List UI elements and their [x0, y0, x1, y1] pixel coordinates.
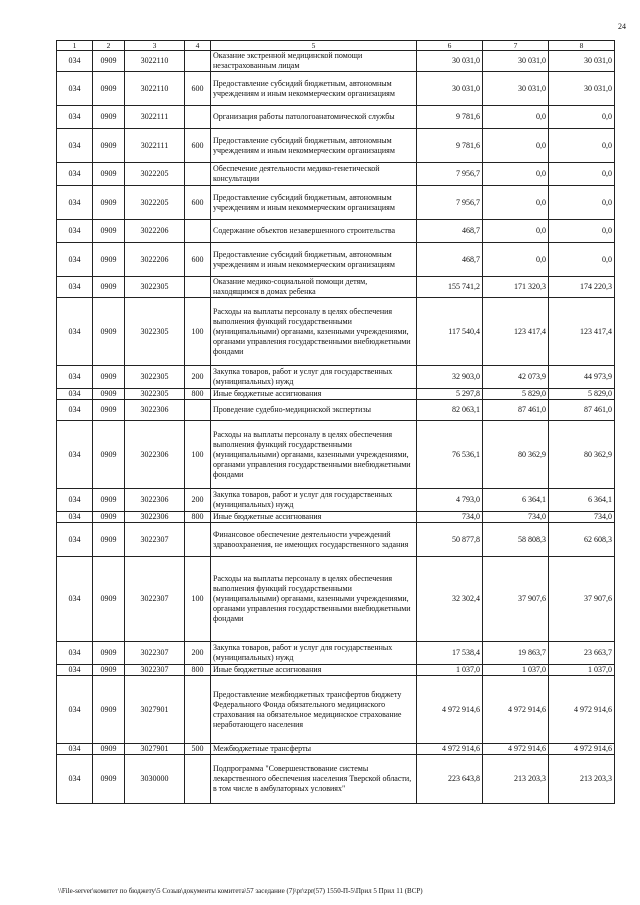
cell-c3: 3027901	[125, 744, 185, 755]
cell-c4	[185, 523, 211, 557]
cell-c4: 100	[185, 421, 211, 489]
cell-c8: 0,0	[549, 243, 615, 277]
cell-c6: 9 781,6	[417, 106, 483, 129]
header-cell: 7	[483, 41, 549, 51]
cell-c7: 5 829,0	[483, 389, 549, 400]
cell-c1: 034	[57, 512, 93, 523]
cell-c8: 213 203,3	[549, 755, 615, 804]
cell-c5: Закупка товаров, работ и услуг для государственных (муниципальных) нужд	[211, 489, 417, 512]
cell-c6: 76 536,1	[417, 421, 483, 489]
cell-c6: 5 297,8	[417, 389, 483, 400]
cell-c2: 0909	[93, 72, 125, 106]
cell-c2: 0909	[93, 744, 125, 755]
cell-c3: 3022306	[125, 512, 185, 523]
cell-c3: 3022306	[125, 421, 185, 489]
cell-c7: 58 808,3	[483, 523, 549, 557]
header-cell: 5	[211, 41, 417, 51]
cell-c1: 034	[57, 72, 93, 106]
cell-c7: 0,0	[483, 220, 549, 243]
header-cell: 2	[93, 41, 125, 51]
cell-c5: Иные бюджетные ассигнования	[211, 665, 417, 676]
cell-c6: 7 956,7	[417, 163, 483, 186]
cell-c4	[185, 106, 211, 129]
cell-c5: Расходы на выплаты персоналу в целях обеспечения выполнения функций государственными (муниципальными) органами, казенными учреждениями, органами управления государственными внебюджетными фондами	[211, 421, 417, 489]
cell-c8: 123 417,4	[549, 298, 615, 366]
cell-c7: 4 972 914,6	[483, 676, 549, 744]
cell-c5: Обеспечение деятельности медико-генетической консультации	[211, 163, 417, 186]
header-cell: 8	[549, 41, 615, 51]
cell-c1: 034	[57, 421, 93, 489]
cell-c3: 3022110	[125, 72, 185, 106]
cell-c6: 30 031,0	[417, 51, 483, 72]
cell-c4: 800	[185, 665, 211, 676]
table-row	[57, 163, 615, 186]
cell-c1: 034	[57, 106, 93, 129]
cell-c5: Содержание объектов незавершенного строительства	[211, 220, 417, 243]
cell-c1: 034	[57, 665, 93, 676]
cell-c3: 3022305	[125, 366, 185, 389]
table-row	[57, 642, 615, 665]
cell-c8: 30 031,0	[549, 51, 615, 72]
cell-c1: 034	[57, 744, 93, 755]
cell-c1: 034	[57, 298, 93, 366]
table-row	[57, 51, 615, 72]
cell-c1: 034	[57, 755, 93, 804]
cell-c8: 0,0	[549, 106, 615, 129]
cell-c2: 0909	[93, 755, 125, 804]
cell-c7: 0,0	[483, 106, 549, 129]
cell-c1: 034	[57, 642, 93, 665]
cell-c4	[185, 676, 211, 744]
cell-c8: 30 031,0	[549, 72, 615, 106]
cell-c8: 80 362,9	[549, 421, 615, 489]
cell-c6: 223 643,8	[417, 755, 483, 804]
table-row	[57, 489, 615, 512]
cell-c1: 034	[57, 277, 93, 298]
table-row	[57, 366, 615, 389]
cell-c4: 200	[185, 642, 211, 665]
header-cell: 6	[417, 41, 483, 51]
cell-c8: 0,0	[549, 163, 615, 186]
cell-c8: 87 461,0	[549, 400, 615, 421]
cell-c5: Предоставление межбюджетных трансфертов бюджету Федерального Фонда обязательного медицинского страхования на обязательное медицинское страхование неработающего населения	[211, 676, 417, 744]
cell-c4	[185, 51, 211, 72]
table-row	[57, 665, 615, 676]
cell-c6: 30 031,0	[417, 72, 483, 106]
cell-c2: 0909	[93, 277, 125, 298]
cell-c1: 034	[57, 51, 93, 72]
cell-c2: 0909	[93, 366, 125, 389]
cell-c4: 200	[185, 489, 211, 512]
cell-c7: 6 364,1	[483, 489, 549, 512]
cell-c6: 32 903,0	[417, 366, 483, 389]
cell-c7: 42 073,9	[483, 366, 549, 389]
cell-c6: 7 956,7	[417, 186, 483, 220]
cell-c3: 3022307	[125, 642, 185, 665]
page-number: 24	[618, 22, 626, 31]
table-row	[57, 389, 615, 400]
cell-c6: 468,7	[417, 220, 483, 243]
cell-c2: 0909	[93, 665, 125, 676]
cell-c5: Предоставление субсидий бюджетным, автономным учреждениям и иным некоммерческим организациям	[211, 129, 417, 163]
cell-c6: 4 972 914,6	[417, 676, 483, 744]
cell-c3: 3027901	[125, 676, 185, 744]
cell-c6: 50 877,8	[417, 523, 483, 557]
table-row	[57, 744, 615, 755]
cell-c7: 0,0	[483, 129, 549, 163]
cell-c5: Предоставление субсидий бюджетным, автономным учреждениям и иным некоммерческим организациям	[211, 243, 417, 277]
cell-c2: 0909	[93, 557, 125, 642]
cell-c7: 30 031,0	[483, 72, 549, 106]
cell-c1: 034	[57, 676, 93, 744]
cell-c2: 0909	[93, 421, 125, 489]
table-row	[57, 523, 615, 557]
cell-c6: 32 302,4	[417, 557, 483, 642]
cell-c7: 80 362,9	[483, 421, 549, 489]
cell-c1: 034	[57, 129, 93, 163]
cell-c8: 0,0	[549, 186, 615, 220]
cell-c5: Расходы на выплаты персоналу в целях обеспечения выполнения функций государственными (муниципальными) органами, казенными учреждениями, органами управления государственными внебюджетными фондами	[211, 557, 417, 642]
cell-c2: 0909	[93, 489, 125, 512]
cell-c2: 0909	[93, 220, 125, 243]
cell-c8: 0,0	[549, 129, 615, 163]
cell-c7: 30 031,0	[483, 51, 549, 72]
cell-c4	[185, 755, 211, 804]
cell-c3: 3022307	[125, 557, 185, 642]
cell-c5: Предоставление субсидий бюджетным, автономным учреждениям и иным некоммерческим организациям	[211, 186, 417, 220]
cell-c2: 0909	[93, 106, 125, 129]
cell-c4: 600	[185, 243, 211, 277]
cell-c7: 0,0	[483, 186, 549, 220]
cell-c8: 5 829,0	[549, 389, 615, 400]
cell-c2: 0909	[93, 400, 125, 421]
cell-c5: Межбюджетные трансферты	[211, 744, 417, 755]
cell-c4: 600	[185, 186, 211, 220]
cell-c5: Закупка товаров, работ и услуг для государственных (муниципальных) нужд	[211, 642, 417, 665]
cell-c7: 171 320,3	[483, 277, 549, 298]
cell-c5: Закупка товаров, работ и услуг для государственных (муниципальных) нужд	[211, 366, 417, 389]
cell-c2: 0909	[93, 642, 125, 665]
cell-c8: 174 220,3	[549, 277, 615, 298]
table-row	[57, 129, 615, 163]
table-row	[57, 512, 615, 523]
table-row	[57, 220, 615, 243]
cell-c1: 034	[57, 400, 93, 421]
cell-c3: 3022110	[125, 51, 185, 72]
cell-c7: 4 972 914,6	[483, 744, 549, 755]
cell-c6: 734,0	[417, 512, 483, 523]
cell-c2: 0909	[93, 51, 125, 72]
cell-c5: Организация работы патологоанатомической службы	[211, 106, 417, 129]
header-cell: 3	[125, 41, 185, 51]
cell-c4: 200	[185, 366, 211, 389]
cell-c4: 100	[185, 557, 211, 642]
cell-c2: 0909	[93, 163, 125, 186]
cell-c6: 117 540,4	[417, 298, 483, 366]
cell-c7: 213 203,3	[483, 755, 549, 804]
table-row	[57, 243, 615, 277]
cell-c2: 0909	[93, 389, 125, 400]
cell-c8: 37 907,6	[549, 557, 615, 642]
cell-c4: 500	[185, 744, 211, 755]
cell-c5: Иные бюджетные ассигнования	[211, 512, 417, 523]
cell-c4: 600	[185, 129, 211, 163]
table-row	[57, 72, 615, 106]
cell-c3: 3022306	[125, 400, 185, 421]
cell-c6: 4 793,0	[417, 489, 483, 512]
cell-c6: 1 037,0	[417, 665, 483, 676]
cell-c4: 100	[185, 298, 211, 366]
header-cell: 4	[185, 41, 211, 51]
cell-c7: 1 037,0	[483, 665, 549, 676]
cell-c2: 0909	[93, 676, 125, 744]
cell-c3: 3022305	[125, 277, 185, 298]
cell-c5: Проведение судебно-медицинской экспертизы	[211, 400, 417, 421]
cell-c8: 1 037,0	[549, 665, 615, 676]
cell-c3: 3022307	[125, 665, 185, 676]
cell-c3: 3022111	[125, 129, 185, 163]
cell-c5: Финансовое обеспечение деятельности учреждений здравоохранения, не имеющих государственного задания	[211, 523, 417, 557]
cell-c7: 37 907,6	[483, 557, 549, 642]
cell-c2: 0909	[93, 129, 125, 163]
cell-c5: Подпрограмма "Совершенствование системы лекарственного обеспечения населения Тверской области, в том числе в амбулаторных условиях"	[211, 755, 417, 804]
cell-c2: 0909	[93, 186, 125, 220]
cell-c3: 3022206	[125, 220, 185, 243]
cell-c2: 0909	[93, 512, 125, 523]
table-row	[57, 676, 615, 744]
table-row	[57, 400, 615, 421]
table-row	[57, 186, 615, 220]
table-row	[57, 557, 615, 642]
cell-c4	[185, 163, 211, 186]
cell-c8: 0,0	[549, 220, 615, 243]
cell-c6: 155 741,2	[417, 277, 483, 298]
cell-c3: 3022305	[125, 298, 185, 366]
table-row	[57, 277, 615, 298]
cell-c8: 44 973,9	[549, 366, 615, 389]
cell-c5: Оказание экстренной медицинской помощи незастрахованным лицам	[211, 51, 417, 72]
cell-c2: 0909	[93, 243, 125, 277]
cell-c4: 800	[185, 512, 211, 523]
cell-c3: 3022205	[125, 186, 185, 220]
header-row	[57, 41, 615, 51]
cell-c1: 034	[57, 243, 93, 277]
cell-c1: 034	[57, 523, 93, 557]
cell-c8: 6 364,1	[549, 489, 615, 512]
footer-file-path: \\File-server\комитет по бюджету\5 Созыв\документы комитета\57 заседание (7)\pr\zpr(57) 1550-П-5\Прил 5 Прил 11 (ВСР)	[58, 887, 423, 895]
cell-c1: 034	[57, 557, 93, 642]
cell-c3: 3022306	[125, 489, 185, 512]
cell-c8: 62 608,3	[549, 523, 615, 557]
cell-c1: 034	[57, 389, 93, 400]
cell-c1: 034	[57, 220, 93, 243]
cell-c6: 468,7	[417, 243, 483, 277]
cell-c5: Расходы на выплаты персоналу в целях обеспечения выполнения функций государственными (муниципальными) органами, казенными учреждениями, органами управления государственными внебюджетными фондами	[211, 298, 417, 366]
cell-c7: 0,0	[483, 163, 549, 186]
cell-c4	[185, 400, 211, 421]
cell-c1: 034	[57, 186, 93, 220]
cell-c8: 734,0	[549, 512, 615, 523]
cell-c3: 3022206	[125, 243, 185, 277]
cell-c7: 734,0	[483, 512, 549, 523]
cell-c3: 3030000	[125, 755, 185, 804]
cell-c3: 3022205	[125, 163, 185, 186]
cell-c6: 9 781,6	[417, 129, 483, 163]
cell-c8: 4 972 914,6	[549, 676, 615, 744]
cell-c7: 19 863,7	[483, 642, 549, 665]
header-cell: 1	[57, 41, 93, 51]
cell-c4	[185, 220, 211, 243]
cell-c8: 23 663,7	[549, 642, 615, 665]
budget-table	[56, 40, 615, 804]
cell-c1: 034	[57, 489, 93, 512]
table-row	[57, 421, 615, 489]
cell-c4: 800	[185, 389, 211, 400]
table-row	[57, 298, 615, 366]
cell-c4	[185, 277, 211, 298]
cell-c6: 17 538,4	[417, 642, 483, 665]
cell-c6: 4 972 914,6	[417, 744, 483, 755]
cell-c3: 3022305	[125, 389, 185, 400]
cell-c1: 034	[57, 163, 93, 186]
cell-c7: 0,0	[483, 243, 549, 277]
cell-c2: 0909	[93, 523, 125, 557]
cell-c2: 0909	[93, 298, 125, 366]
cell-c8: 4 972 914,6	[549, 744, 615, 755]
table-row	[57, 755, 615, 804]
cell-c4: 600	[185, 72, 211, 106]
cell-c5: Иные бюджетные ассигнования	[211, 389, 417, 400]
table-row	[57, 106, 615, 129]
cell-c7: 87 461,0	[483, 400, 549, 421]
cell-c5: Оказание медико-социальной помощи детям, находящимся в домах ребенка	[211, 277, 417, 298]
cell-c7: 123 417,4	[483, 298, 549, 366]
cell-c5: Предоставление субсидий бюджетным, автономным учреждениям и иным некоммерческим организациям	[211, 72, 417, 106]
cell-c3: 3022307	[125, 523, 185, 557]
cell-c6: 82 063,1	[417, 400, 483, 421]
cell-c3: 3022111	[125, 106, 185, 129]
cell-c1: 034	[57, 366, 93, 389]
